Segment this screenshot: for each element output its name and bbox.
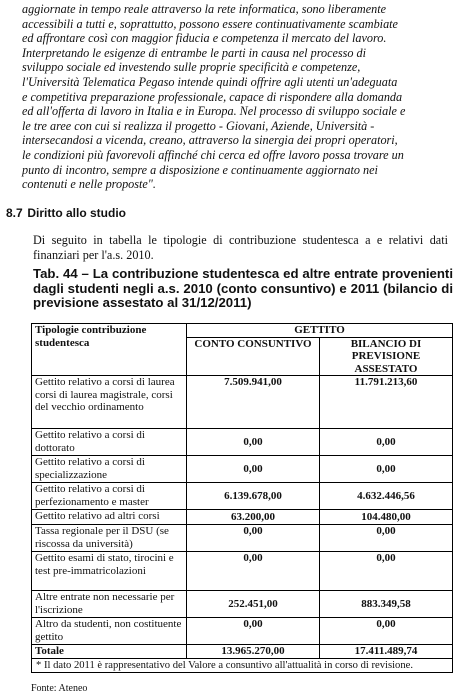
row-previsione: 0,00 xyxy=(320,456,453,483)
row-consuntivo: 7.509.941,00 xyxy=(187,376,320,429)
intro-paragraph: Di seguito in tabella le tipologie di contribuzione studentesca a e relativi dati finanziari per l'a.s. 2010. xyxy=(33,233,448,262)
row-previsione: 883.349,58 xyxy=(320,591,453,618)
row-previsione: 4.632.446,56 xyxy=(320,483,453,510)
row-label: Gettito relativo a corsi di perfezionamento e master xyxy=(32,483,187,510)
row-previsione: 0,00 xyxy=(320,429,453,456)
quote-line: e competitiva preparazione professionale, capace di rispondere alla domanda xyxy=(22,89,403,104)
table-row xyxy=(32,525,453,552)
row-consuntivo: 0,00 xyxy=(187,456,320,483)
row-label: Gettito relativo a corsi di dottorato xyxy=(32,429,187,456)
table-row xyxy=(32,552,453,591)
row-label: Gettito relativo a corsi di specializzazione xyxy=(32,456,187,483)
row-previsione: 0,00 xyxy=(320,525,453,552)
section-heading xyxy=(6,206,126,220)
total-consuntivo: 13.965.270,00 xyxy=(187,645,320,659)
source-caption: Fonte: Ateneo xyxy=(31,683,88,694)
section-number: 8.7 xyxy=(6,206,23,220)
row-previsione: 0,00 xyxy=(320,618,453,645)
col-consuntivo-header: CONTO CONSUNTIVO xyxy=(187,337,320,376)
row-consuntivo: 0,00 xyxy=(187,525,320,552)
row-label: Gettito relativo a corsi di laurea corsi di laurea magistrale, corsi del vecchio ordinamento xyxy=(32,376,187,429)
row-consuntivo: 252.451,00 xyxy=(187,591,320,618)
row-label: Tassa regionale per il DSU (se riscossa da università) xyxy=(32,525,187,552)
row-label: Altro da studenti, non costituente gettito xyxy=(32,618,187,645)
row-label: Gettito esami di stato, tirocini e test pre-immatricolazioni xyxy=(32,552,187,591)
contribution-table xyxy=(31,323,453,673)
col-previsione-header: BILANCIO DI PREVISIONE ASSESTATO xyxy=(320,337,453,376)
quote-line: le tre aree con cui si realizza il progetto - Giovani, Aziende, Università - xyxy=(22,118,375,133)
table-header-row xyxy=(32,324,453,338)
row-label: Gettito relativo ad altri corsi xyxy=(32,510,187,525)
total-label: Totale xyxy=(32,645,187,659)
table-title: Tab. 44 – La contribuzione studentesca ed altre entrate provenienti dagli studenti negli a.s. 2010 (conto consuntivo) e 2011 (bilancio di previsione assestato al 31/12/2011) xyxy=(33,266,453,311)
quote-line: contenuti e nelle proposte". xyxy=(22,177,156,192)
row-previsione: 104.480,00 xyxy=(320,510,453,525)
quote-line: intersecandosi a vicenda, creano, attraverso la sinergia dei propri operatori, xyxy=(22,133,398,148)
table-row xyxy=(32,456,453,483)
quote-line: le condizioni più favorevoli affinché chi cerca ed offre lavoro possa trovare un xyxy=(22,147,404,162)
quote-paragraph xyxy=(22,2,448,192)
section-title: Diritto allo studio xyxy=(27,206,127,220)
quote-line: sviluppo sociale ed investendo sulle proprie specificità e competenze, xyxy=(22,60,361,75)
quote-line: l'Università Telematica Pegaso intende quindi offrire agli utenti un'adeguata xyxy=(22,74,398,89)
row-consuntivo: 63.200,00 xyxy=(187,510,320,525)
row-consuntivo: 0,00 xyxy=(187,618,320,645)
quote-line: accessibili a tutti e, soprattutto, possono essere continuativamente scambiate xyxy=(22,16,398,31)
table-row xyxy=(32,429,453,456)
table-row xyxy=(32,618,453,645)
table-row xyxy=(32,483,453,510)
quote-line: punto di incontro, sempre a disposizione e continuamente aggiornato nei xyxy=(22,162,378,177)
quote-line: ed affrontare così con maggior fiducia e competenza il mercato del lavoro. xyxy=(22,31,387,46)
row-label: Altre entrate non necessarie per l'iscrizione xyxy=(32,591,187,618)
row-consuntivo: 0,00 xyxy=(187,429,320,456)
gettito-header: GETTITO xyxy=(187,324,453,338)
row-previsione: 11.791.213,60 xyxy=(320,376,453,429)
quote-line: aggiornate in tempo reale attraverso la rete informatica, sono liberamente xyxy=(22,2,386,16)
quote-line: Interpretando le esigenze di entrambe le parti in causa nel processo di xyxy=(22,45,367,60)
col-tipologie-header: Tipologie contribuzione studentesca xyxy=(32,324,187,376)
table-row xyxy=(32,510,453,525)
quote-line: ed all'offerta di lavoro in Italia e in Europa. Nel processo di sviluppo sociale e xyxy=(22,104,406,119)
table-total-row xyxy=(32,645,453,659)
table-row xyxy=(32,591,453,618)
row-consuntivo: 0,00 xyxy=(187,552,320,591)
table-note-row xyxy=(32,659,453,673)
total-previsione: 17.411.489,74 xyxy=(320,645,453,659)
row-previsione: 0,00 xyxy=(320,552,453,591)
table-note: * Il dato 2011 è rappresentativo del Valore a consuntivo all'attualità in corso di revisione. xyxy=(32,659,453,673)
table-row xyxy=(32,376,453,429)
row-consuntivo: 6.139.678,00 xyxy=(187,483,320,510)
